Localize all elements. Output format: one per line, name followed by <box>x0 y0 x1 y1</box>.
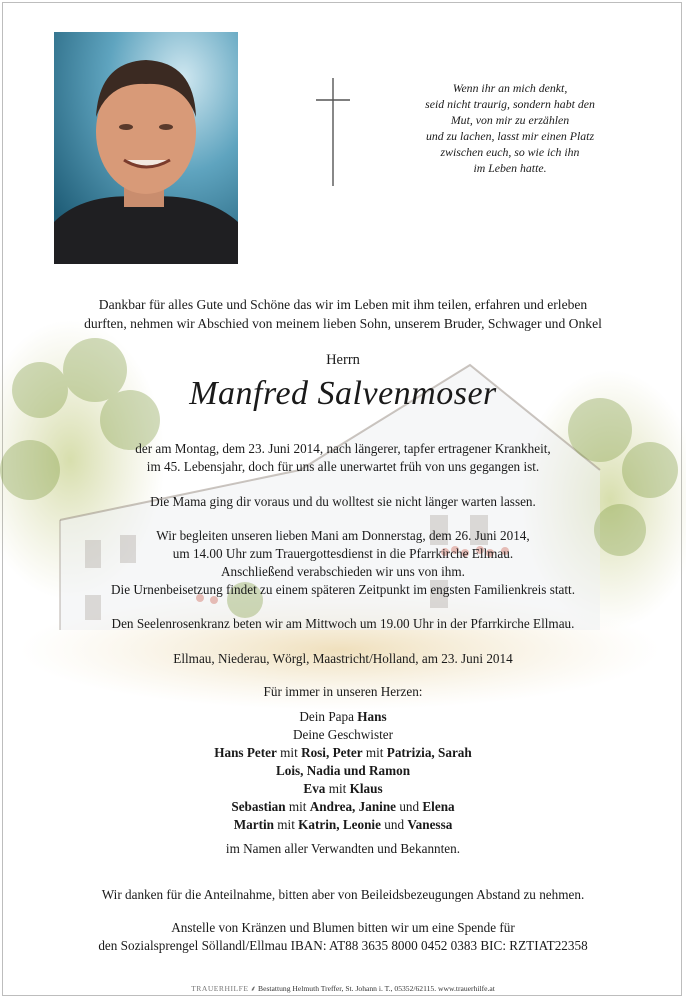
poem <box>385 80 635 176</box>
mourner-name: Eva <box>303 781 326 796</box>
mourner-name: Sebastian <box>231 799 286 814</box>
mama-line: Die Mama ging dir voraus und du wolltest sie nicht länger warten lassen. <box>150 494 536 509</box>
mourner-name: Patrizia, Sarah <box>386 745 472 760</box>
rosary-info: Den Seelenrosenkranz beten wir am Mittwoch um 19.00 Uhr in der Pfarrkirche Ellmau. <box>111 616 575 631</box>
mourner-name: Rosi, Peter <box>301 745 363 760</box>
mourner-name: Andrea, Janine <box>309 799 397 814</box>
leaf-icon: ⸙ <box>250 984 257 993</box>
mourner-row <box>0 798 686 816</box>
mourner-name: Hans Peter <box>214 745 277 760</box>
mourner-name: Lois, Nadia und Ramon <box>275 763 411 778</box>
cross-icon <box>315 76 351 188</box>
poem-line: und zu lachen, lasst mir einen Platz <box>425 129 595 143</box>
funeral-line: Anschließend verabschieden wir uns von ihm. <box>221 564 465 579</box>
mourner-name: Hans <box>357 709 387 724</box>
mourners-list <box>0 708 686 858</box>
footer-logo: TRAUERHILFE <box>191 984 249 993</box>
mourner-text: mit <box>362 745 387 760</box>
funeral-line: Die Urnenbeisetzung findet zu einem späteren Zeitpunkt im engsten Familienkreis statt. <box>111 582 575 597</box>
mourner-row <box>0 762 686 780</box>
donation-note <box>0 919 686 955</box>
mourner-text: mit <box>273 817 299 832</box>
poem-line: Wenn ihr an mich denkt, <box>452 81 568 95</box>
mourner-text: und <box>380 817 408 832</box>
mourner-siblings-label: Deine Geschwister <box>293 727 393 742</box>
mourner-text: mit <box>276 745 302 760</box>
intro-line: Dankbar für alles Gute und Schöne das wir im Leben mit ihm teilen, erfahren und erleben <box>98 297 588 312</box>
intro-text <box>0 295 686 333</box>
mourner-relatives: im Namen aller Verwandten und Bekannten. <box>225 841 461 856</box>
mourner-name: Vanessa <box>407 817 453 832</box>
intro-line: durften, nehmen wir Abschied von meinem lieben Sohn, unserem Bruder, Schwager und Onkel <box>84 316 602 331</box>
deceased-name: Manfred Salvenmoser <box>189 375 497 412</box>
mourner-name: Katrin, Leonie <box>298 817 381 832</box>
mourner-row <box>0 816 686 834</box>
death-notice <box>0 440 686 476</box>
funeral-line: Wir begleiten unseren lieben Mani am Donnerstag, dem 26. Juni 2014, <box>156 528 530 543</box>
place-date: Ellmau, Niederau, Wörgl, Maastricht/Holland, am 23. Juni 2014 <box>173 651 513 666</box>
funeral-line: um 14.00 Uhr zum Trauergottesdienst in die Pfarrkirche Ellmau. <box>172 546 514 561</box>
mourner-text: Dein Papa <box>299 709 358 724</box>
mourner-name: Klaus <box>349 781 383 796</box>
funeral-info <box>0 527 686 599</box>
thanks-note: Wir danken für die Anteilnahme, bitten aber von Beileidsbezeugungen Abstand zu nehmen. <box>101 887 585 902</box>
mourner-text: und <box>396 799 423 814</box>
poem-line: zwischen euch, so wie ich ihn <box>440 145 580 159</box>
poem-line: seid nicht traurig, sondern habt den <box>425 97 595 111</box>
donation-line: den Sozialsprengel Söllandl/Ellmau IBAN: AT88 3635 8000 0452 0383 BIC: RZTIAT22358 <box>98 938 588 953</box>
mourner-row <box>0 780 686 798</box>
poem-line: Mut, von mir zu erzählen <box>450 113 570 127</box>
mourner-name: Elena <box>422 799 455 814</box>
poem-line: im Leben hatte. <box>473 161 547 175</box>
forever-heading: Für immer in unseren Herzen: <box>263 684 423 699</box>
footer <box>0 984 686 994</box>
footer-text: Bestattung Helmuth Treffer, St. Johann i. T., 05352/62115. www.trauerhilfe.at <box>258 984 495 993</box>
mourner-row <box>0 744 686 762</box>
death-notice-line: der am Montag, dem 23. Juni 2014, nach längerer, tapfer ertragener Krankheit, <box>135 441 551 456</box>
mourner-papa <box>0 708 686 726</box>
salutation: Herrn <box>326 352 360 368</box>
mourner-text: mit <box>325 781 350 796</box>
portrait-photo <box>54 32 238 264</box>
mourner-name: Martin <box>233 817 274 832</box>
mourner-text: mit <box>285 799 310 814</box>
donation-line: Anstelle von Kränzen und Blumen bitten wir um eine Spende für <box>171 920 515 935</box>
death-notice-line: im 45. Lebensjahr, doch für uns alle unerwartet früh von uns gegangen ist. <box>146 459 540 474</box>
